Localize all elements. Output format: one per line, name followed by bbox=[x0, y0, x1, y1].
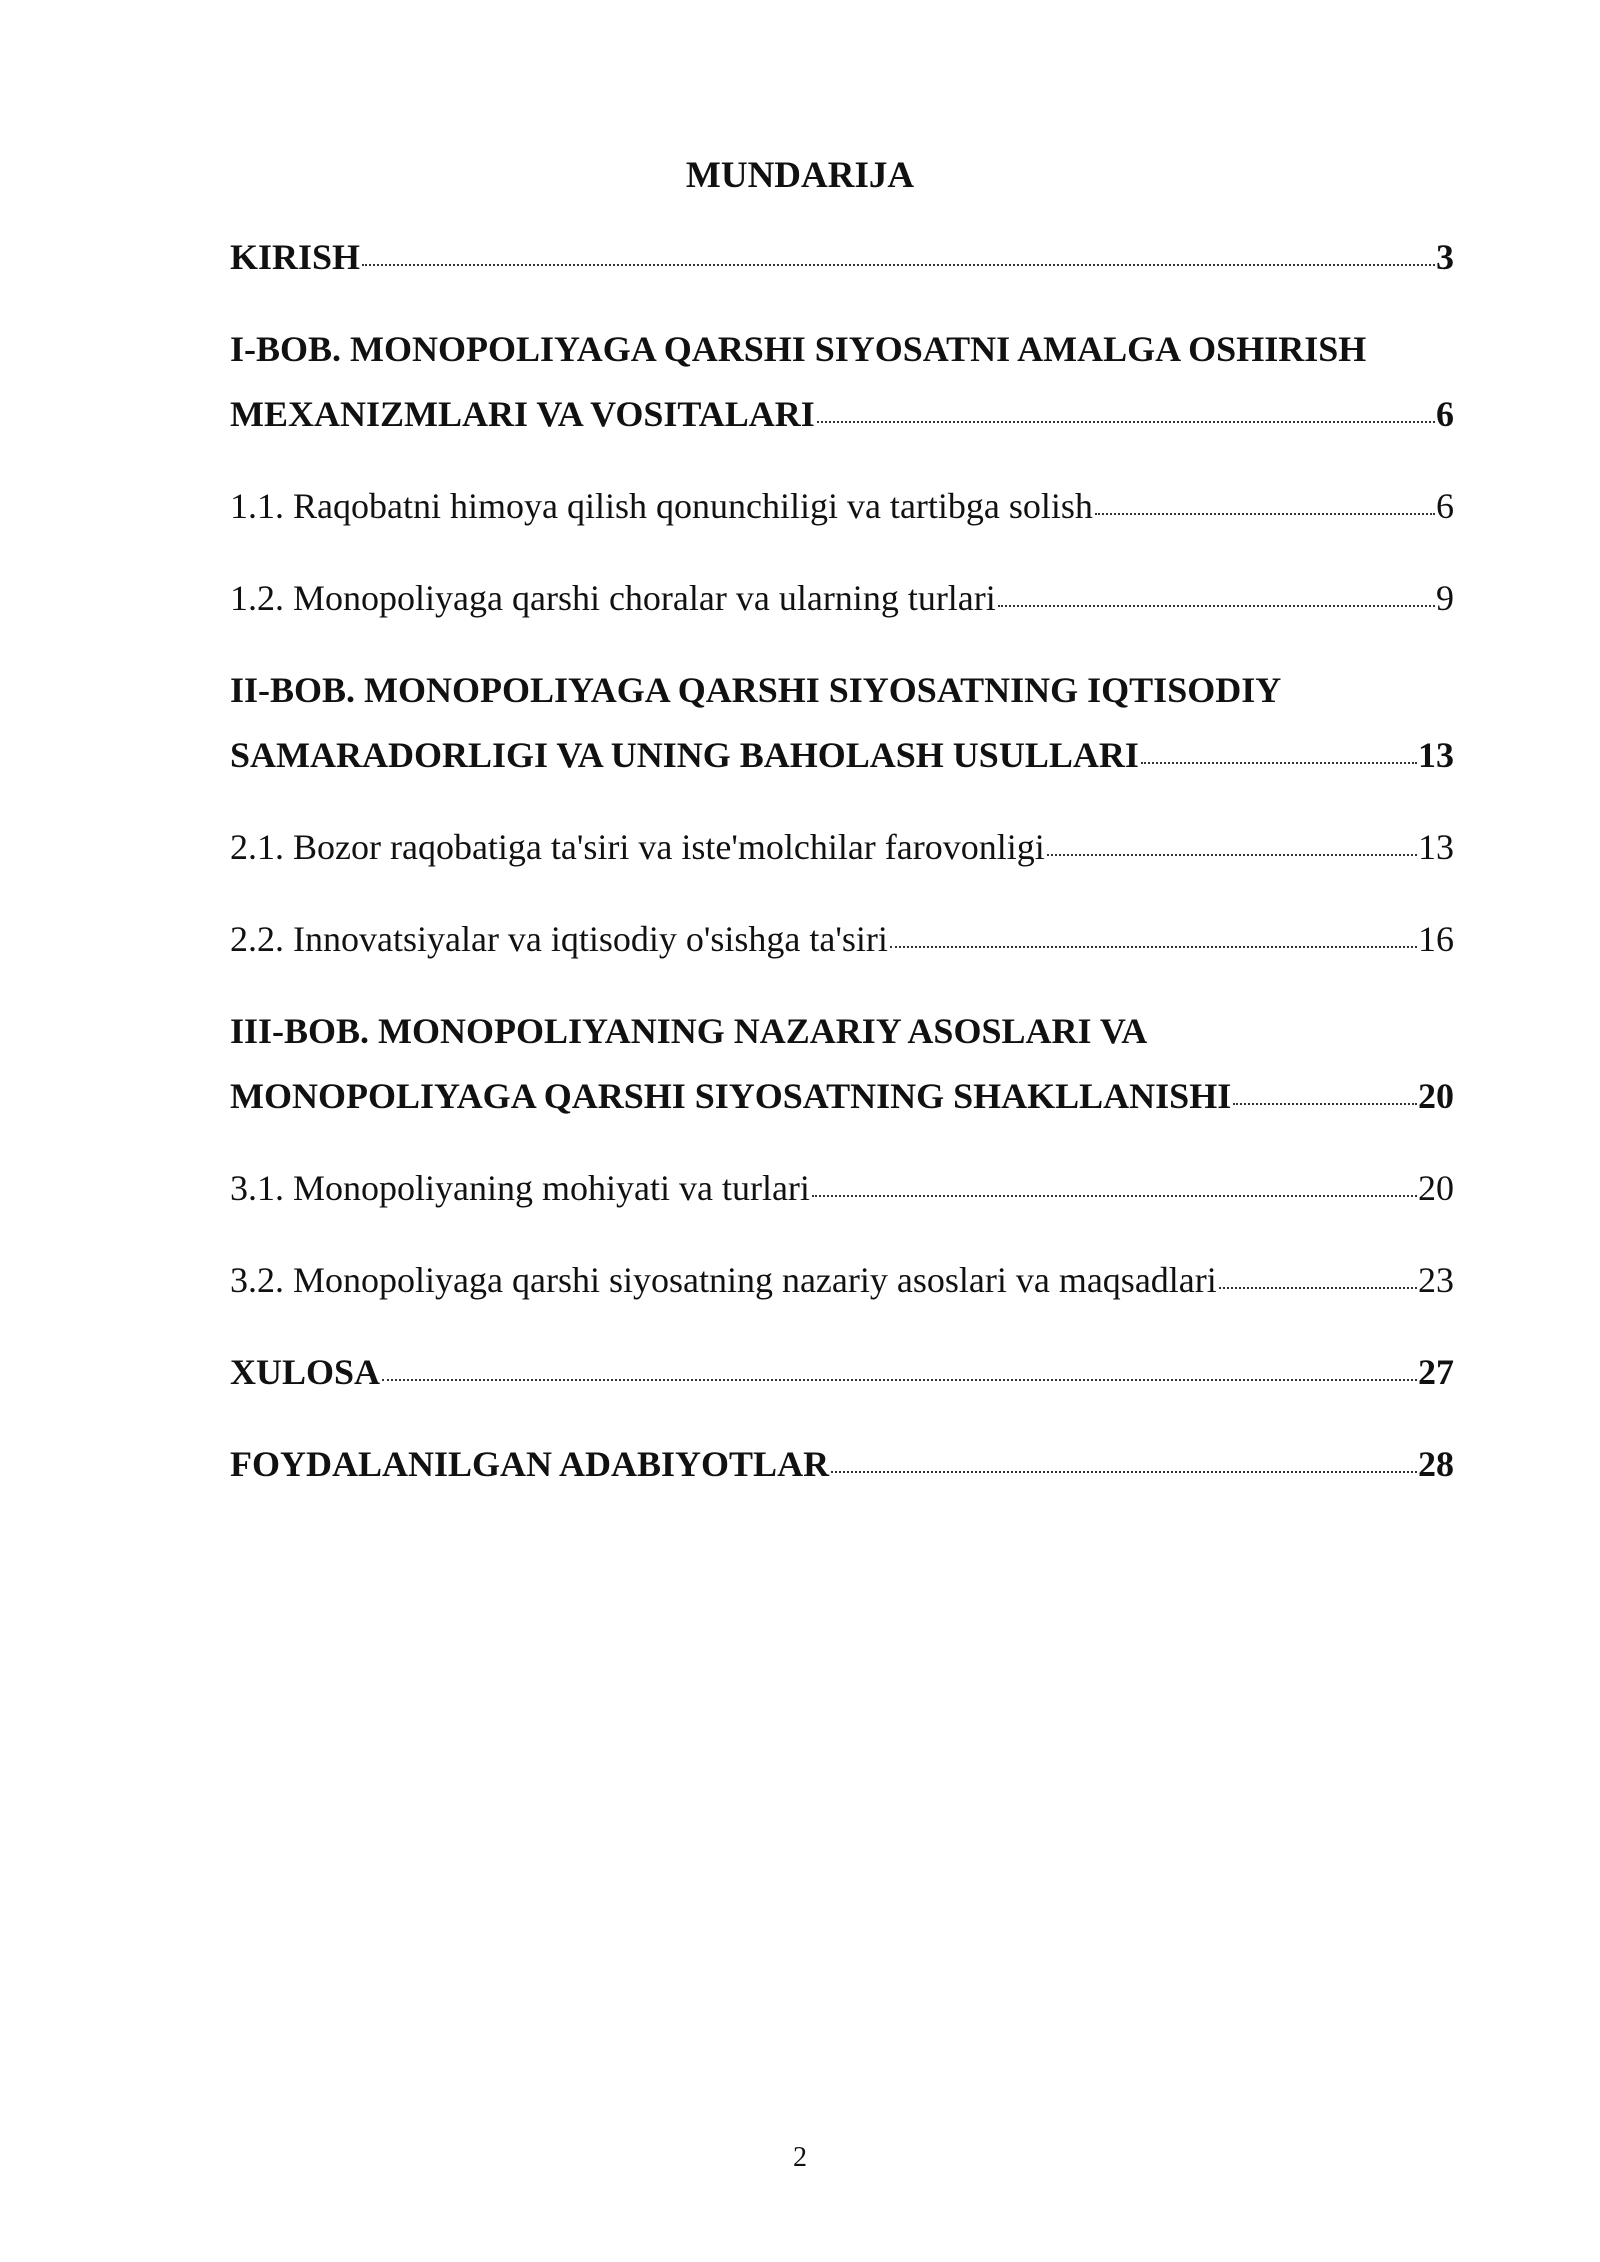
page-title: MUNDARIJA bbox=[685, 155, 915, 196]
toc-entry-title-line2: MONOPOLIYAGA QARSHI SIYOSATNING SHAKLLANISHI bbox=[230, 1076, 1232, 1116]
dot-leader bbox=[890, 946, 1417, 948]
toc-entry-section-1-2[interactable] bbox=[230, 566, 1454, 631]
toc-entry-title: 3.2. Monopoliyaga qarshi siyosatning nazariy asoslari va maqsadlari bbox=[230, 1260, 1217, 1300]
toc-entry-section-3-1[interactable] bbox=[230, 1156, 1454, 1221]
dot-leader bbox=[817, 421, 1435, 423]
toc-entry-chapter-1[interactable] bbox=[230, 317, 1454, 447]
toc-entry-title: 2.1. Bozor raqobatiga ta'siri va iste'molchilar farovonligi bbox=[230, 827, 1045, 867]
dot-leader bbox=[1047, 854, 1417, 856]
toc-entry-section-1-1[interactable] bbox=[230, 474, 1454, 539]
toc-entry-row bbox=[230, 225, 1454, 290]
toc-entry-row bbox=[230, 1248, 1454, 1313]
toc-entry-title-line2: SAMARADORLIGI VA UNING BAHOLASH USULLARI bbox=[230, 735, 1139, 775]
toc-entry-section-2-2[interactable] bbox=[230, 907, 1454, 972]
toc-entry-title: 3.1. Monopoliyaning mohiyati va turlari bbox=[230, 1168, 810, 1208]
toc-entry-adabiyotlar[interactable] bbox=[230, 1432, 1454, 1497]
toc-entry-row bbox=[230, 1340, 1454, 1405]
dot-leader bbox=[362, 264, 1435, 266]
toc-entry-kirish[interactable] bbox=[230, 225, 1454, 290]
dot-leader bbox=[1095, 513, 1435, 515]
table-of-contents bbox=[230, 225, 1454, 1524]
toc-entry-xulosa[interactable] bbox=[230, 1340, 1454, 1405]
dot-leader bbox=[1219, 1287, 1417, 1289]
dot-leader bbox=[382, 1379, 1417, 1381]
toc-entry-title: KIRISH bbox=[230, 237, 361, 277]
toc-entry-row bbox=[230, 1432, 1454, 1497]
toc-page-number: 6 bbox=[1436, 486, 1454, 526]
dot-leader bbox=[831, 1471, 1417, 1473]
toc-entry-row bbox=[230, 1064, 1454, 1129]
page-number: 2 bbox=[793, 2142, 807, 2173]
toc-entry-title: FOYDALANILGAN ADABIYOTLAR bbox=[230, 1444, 830, 1484]
dot-leader bbox=[998, 605, 1435, 607]
toc-page-number: 9 bbox=[1436, 578, 1454, 618]
toc-page-number: 20 bbox=[1418, 1168, 1454, 1208]
toc-entry-row bbox=[230, 474, 1454, 539]
toc-page-number: 28 bbox=[1418, 1444, 1454, 1484]
dot-leader bbox=[1233, 1103, 1417, 1105]
toc-page-number: 20 bbox=[1418, 1076, 1454, 1116]
toc-page-number: 13 bbox=[1418, 735, 1454, 775]
dot-leader bbox=[812, 1195, 1417, 1197]
toc-page-number: 13 bbox=[1418, 827, 1454, 867]
toc-entry-title-line1: III-BOB. MONOPOLIYANING NAZARIY ASOSLARI VA bbox=[230, 1011, 1148, 1051]
toc-entry-title: 1.1. Raqobatni himoya qilish qonunchiligi va tartibga solish bbox=[230, 486, 1093, 526]
toc-entry-title: XULOSA bbox=[230, 1352, 381, 1392]
toc-page-number: 3 bbox=[1436, 237, 1454, 277]
toc-entry-section-3-2[interactable] bbox=[230, 1248, 1454, 1313]
dot-leader bbox=[1141, 762, 1417, 764]
toc-entry-title-line2: MEXANIZMLARI VA VOSITALARI bbox=[230, 394, 815, 434]
toc-entry-title: 1.2. Monopoliyaga qarshi choralar va ularning turlari bbox=[230, 578, 996, 618]
toc-page-number: 16 bbox=[1418, 919, 1454, 959]
toc-entry-row bbox=[230, 382, 1454, 447]
toc-entry-title-line1: I-BOB. MONOPOLIYAGA QARSHI SIYOSATNI AMALGA OSHIRISH bbox=[230, 329, 1367, 369]
toc-entry-row bbox=[230, 566, 1454, 631]
toc-page-number: 6 bbox=[1436, 394, 1454, 434]
toc-entry-row bbox=[230, 815, 1454, 880]
toc-entry-section-2-1[interactable] bbox=[230, 815, 1454, 880]
toc-entry-title-line1: II-BOB. MONOPOLIYAGA QARSHI SIYOSATNING IQTISODIY bbox=[230, 670, 1282, 710]
toc-page-number: 27 bbox=[1418, 1352, 1454, 1392]
toc-entry-row bbox=[230, 907, 1454, 972]
toc-entry-title: 2.2. Innovatsiyalar va iqtisodiy o'sishga ta'siri bbox=[230, 919, 888, 959]
toc-entry-chapter-2[interactable] bbox=[230, 658, 1454, 788]
toc-entry-row bbox=[230, 1156, 1454, 1221]
toc-entry-row bbox=[230, 723, 1454, 788]
toc-page-number: 23 bbox=[1418, 1260, 1454, 1300]
toc-entry-chapter-3[interactable] bbox=[230, 999, 1454, 1129]
